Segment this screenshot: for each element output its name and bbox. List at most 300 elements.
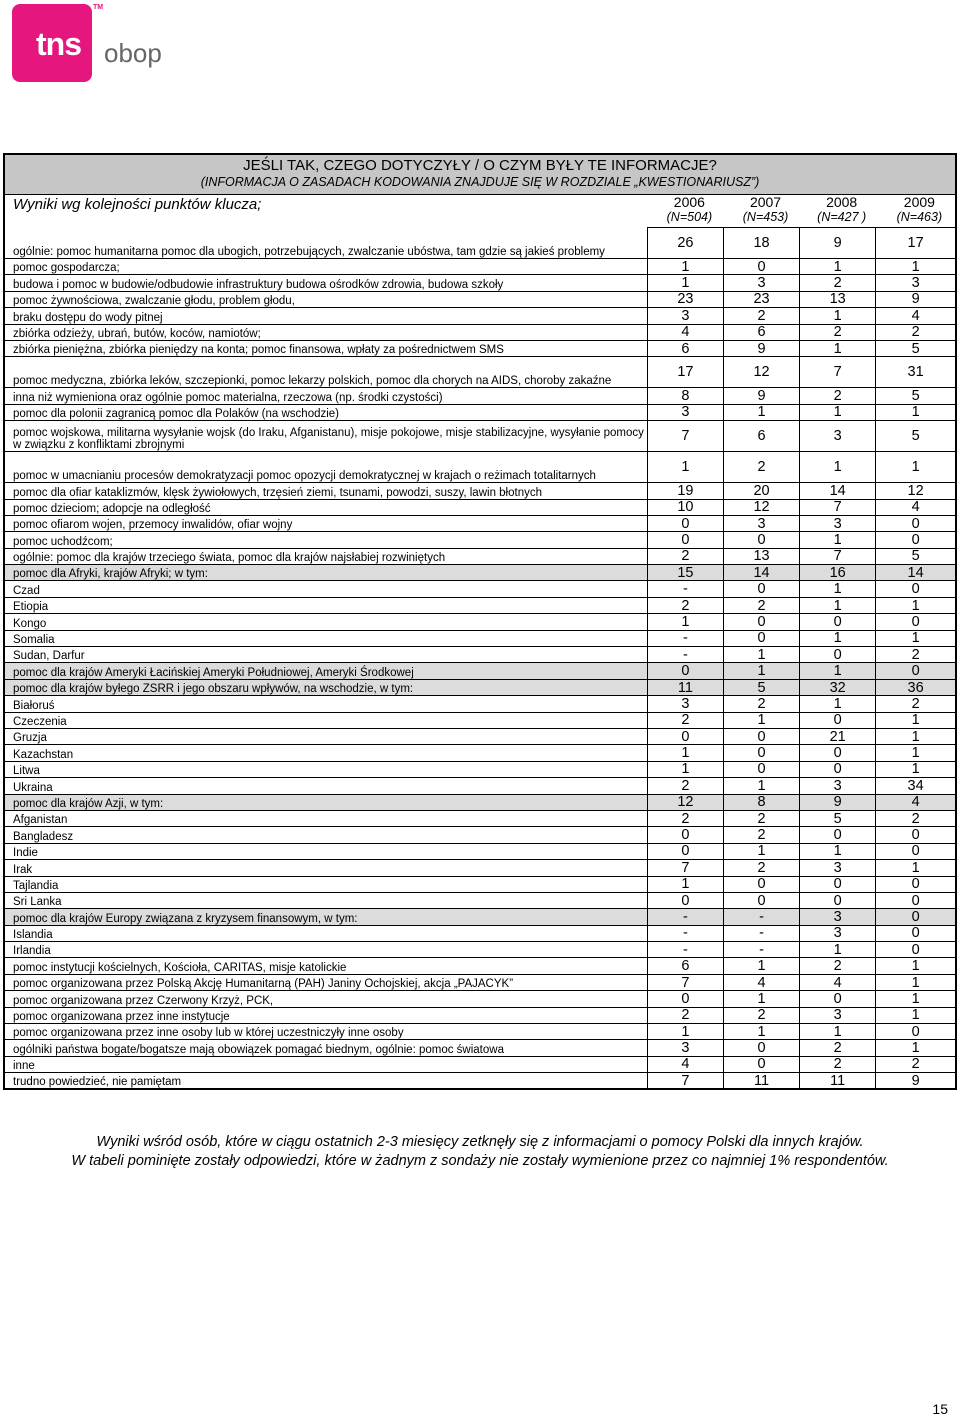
table-row bbox=[4, 663, 956, 679]
cell-value: 23 bbox=[647, 291, 723, 307]
cell-value: 1 bbox=[723, 958, 799, 974]
cell-value: 1 bbox=[800, 843, 876, 859]
table-row bbox=[4, 679, 956, 695]
table-row bbox=[4, 810, 956, 826]
cell-value: 8 bbox=[647, 388, 723, 404]
table-row bbox=[4, 1007, 956, 1023]
cell-value: 4 bbox=[876, 308, 956, 324]
table-row bbox=[4, 483, 956, 499]
cell-value: 0 bbox=[800, 614, 876, 630]
cell-value: 1 bbox=[876, 974, 956, 990]
cell-value: 1 bbox=[647, 275, 723, 291]
cell-value: 9 bbox=[723, 340, 799, 356]
cell-value: 9 bbox=[800, 228, 876, 259]
cell-value: 2 bbox=[723, 308, 799, 324]
cell-value: 0 bbox=[800, 892, 876, 908]
cell-value: 0 bbox=[647, 827, 723, 843]
cell-value: 0 bbox=[800, 761, 876, 777]
table-row bbox=[4, 942, 956, 958]
row-label: Białoruś bbox=[4, 696, 647, 712]
cell-value: 1 bbox=[647, 761, 723, 777]
row-label: pomoc wojskowa, militarna wysyłanie wojsk (do Iraku, Afganistanu), misje pokojowe, misje stabilizacyjne, wysyłanie pomocy w związku z konfliktami zbrojnymi bbox=[4, 421, 647, 452]
cell-value: 2 bbox=[800, 1056, 876, 1072]
col-2009: 2009 (N=463) bbox=[876, 195, 956, 228]
row-label: Litwa bbox=[4, 761, 647, 777]
cell-value: 0 bbox=[800, 876, 876, 892]
table-row bbox=[4, 647, 956, 663]
cell-value: 20 bbox=[723, 483, 799, 499]
row-label: Kazachstan bbox=[4, 745, 647, 761]
cell-value: - bbox=[723, 942, 799, 958]
cell-value: 1 bbox=[723, 712, 799, 728]
cell-value: 18 bbox=[723, 228, 799, 259]
row-label: Islandia bbox=[4, 925, 647, 941]
cell-value: 32 bbox=[800, 679, 876, 695]
cell-value: 0 bbox=[876, 1024, 956, 1040]
row-label: pomoc dla krajów Ameryki Łacińskiej Ameryki Południowej, Ameryki Środkowej bbox=[4, 663, 647, 679]
cell-value: 0 bbox=[876, 663, 956, 679]
cell-value: 5 bbox=[723, 679, 799, 695]
cell-value: 6 bbox=[723, 324, 799, 340]
cell-value: 1 bbox=[876, 452, 956, 483]
row-label: pomoc gospodarcza; bbox=[4, 259, 647, 275]
cell-value: 2 bbox=[800, 388, 876, 404]
cell-value: 13 bbox=[800, 291, 876, 307]
row-label: Irak bbox=[4, 860, 647, 876]
cell-value: 0 bbox=[723, 876, 799, 892]
cell-value: 6 bbox=[647, 340, 723, 356]
row-label: Bangladesz bbox=[4, 827, 647, 843]
cell-value: 5 bbox=[876, 548, 956, 564]
cell-value: 10 bbox=[647, 499, 723, 515]
table-row bbox=[4, 876, 956, 892]
table-row bbox=[4, 991, 956, 1007]
cell-value: 3 bbox=[876, 275, 956, 291]
cell-value: 1 bbox=[876, 745, 956, 761]
row-label: pomoc organizowana przez Polską Akcję Humanitarną (PAH) Janiny Ochojskiej, akcja „PAJACYK” bbox=[4, 974, 647, 990]
cell-value: 31 bbox=[876, 357, 956, 388]
table-row bbox=[4, 548, 956, 564]
table-row bbox=[4, 712, 956, 728]
table-row bbox=[4, 778, 956, 794]
cell-value: - bbox=[647, 581, 723, 597]
cell-value: 2 bbox=[723, 860, 799, 876]
cell-value: 4 bbox=[647, 1056, 723, 1072]
row-label: pomoc organizowana przez inne instytucje bbox=[4, 1007, 647, 1023]
cell-value: 0 bbox=[876, 909, 956, 925]
cell-value: 0 bbox=[647, 892, 723, 908]
cell-value: 1 bbox=[876, 761, 956, 777]
cell-value: 11 bbox=[800, 1073, 876, 1089]
cell-value: 1 bbox=[647, 745, 723, 761]
logo-trademark: TM bbox=[93, 4, 104, 11]
cell-value: 7 bbox=[647, 421, 723, 452]
col-2007: 2007 (N=453) bbox=[723, 195, 799, 228]
cell-value: 5 bbox=[800, 810, 876, 826]
cell-value: 3 bbox=[800, 778, 876, 794]
cell-value: - bbox=[647, 925, 723, 941]
cell-value: 1 bbox=[800, 630, 876, 646]
cell-value: 4 bbox=[647, 324, 723, 340]
row-label: Sudan, Darfur bbox=[4, 647, 647, 663]
table-row bbox=[4, 324, 956, 340]
cell-value: 14 bbox=[723, 565, 799, 581]
cell-value: 2 bbox=[723, 696, 799, 712]
cell-value: 0 bbox=[647, 728, 723, 744]
table-row bbox=[4, 515, 956, 531]
cell-value: 2 bbox=[647, 712, 723, 728]
logo-brand: tns bbox=[36, 26, 81, 62]
table-row bbox=[4, 357, 956, 388]
row-label: pomoc dla krajów Azji, w tym: bbox=[4, 794, 647, 810]
row-label: trudno powiedzieć, nie pamiętam bbox=[4, 1073, 647, 1089]
table-row bbox=[4, 827, 956, 843]
cell-value: 2 bbox=[723, 827, 799, 843]
cell-value: 0 bbox=[800, 827, 876, 843]
column-header-row bbox=[4, 195, 956, 228]
cell-value: 16 bbox=[800, 565, 876, 581]
row-label: pomoc dla krajów byłego ZSRR i jego obszaru wpływów, na wschodzie, w tym: bbox=[4, 679, 647, 695]
cell-value: 4 bbox=[876, 499, 956, 515]
row-label: Sri Lanka bbox=[4, 892, 647, 908]
cell-value: 15 bbox=[647, 565, 723, 581]
table-row bbox=[4, 388, 956, 404]
cell-value: 0 bbox=[647, 532, 723, 548]
row-label: Irlandia bbox=[4, 942, 647, 958]
cell-value: 0 bbox=[876, 843, 956, 859]
cell-value: - bbox=[647, 909, 723, 925]
cell-value: 1 bbox=[647, 1024, 723, 1040]
cell-value: 2 bbox=[800, 958, 876, 974]
row-label: pomoc ofiarom wojen, przemocy inwalidów, ofiar wojny bbox=[4, 515, 647, 531]
cell-value: 17 bbox=[876, 228, 956, 259]
cell-value: 2 bbox=[876, 1056, 956, 1072]
cell-value: 2 bbox=[723, 1007, 799, 1023]
table-row bbox=[4, 499, 956, 515]
cell-value: 0 bbox=[723, 761, 799, 777]
question-title: JEŚLI TAK, CZEGO DOTYCZYŁY / O CZYM BYŁY TE INFORMACJE? bbox=[243, 157, 717, 174]
row-label: Tajlandia bbox=[4, 876, 647, 892]
cell-value: 7 bbox=[800, 357, 876, 388]
cell-value: 2 bbox=[876, 324, 956, 340]
table-row bbox=[4, 1073, 956, 1089]
page-number: 15 bbox=[932, 1401, 948, 1417]
cell-value: 7 bbox=[647, 1073, 723, 1089]
cell-value: 3 bbox=[800, 860, 876, 876]
cell-value: 1 bbox=[800, 340, 876, 356]
cell-value: 1 bbox=[800, 663, 876, 679]
cell-value: 0 bbox=[876, 827, 956, 843]
row-label: pomoc żywnościowa, zwalczanie głodu, problem głodu, bbox=[4, 291, 647, 307]
table-row bbox=[4, 1056, 956, 1072]
cell-value: 1 bbox=[723, 991, 799, 1007]
cell-value: 0 bbox=[800, 745, 876, 761]
row-label: Gruzja bbox=[4, 728, 647, 744]
cell-value: 1 bbox=[876, 991, 956, 1007]
cell-value: 2 bbox=[647, 548, 723, 564]
cell-value: 0 bbox=[876, 942, 956, 958]
cell-value: 2 bbox=[647, 597, 723, 613]
row-label: Indie bbox=[4, 843, 647, 859]
row-label: Czeczenia bbox=[4, 712, 647, 728]
table-row bbox=[4, 974, 956, 990]
row-label: zbiórka pieniężna, zbiórka pieniędzy na konta; pomoc finansowa, wpłaty za pośrednictwem SMS bbox=[4, 340, 647, 356]
cell-value: 23 bbox=[723, 291, 799, 307]
coding-note: (INFORMACJA O ZASADACH KODOWANIA ZNAJDUJE SIĘ W ROZDZIALE „KWESTIONARIUSZ”) bbox=[200, 175, 760, 189]
cell-value: 2 bbox=[800, 275, 876, 291]
row-label: Afganistan bbox=[4, 810, 647, 826]
col-2006: 2006 (N=504) bbox=[647, 195, 723, 228]
cell-value: - bbox=[647, 647, 723, 663]
cell-value: 0 bbox=[876, 581, 956, 597]
row-label: ogólniki państwa bogate/bogatsze mają obowiązek pomagać biednym, ogólnie: pomoc światowa bbox=[4, 1040, 647, 1056]
cell-value: 2 bbox=[876, 810, 956, 826]
cell-value: 9 bbox=[723, 388, 799, 404]
cell-value: 12 bbox=[876, 483, 956, 499]
cell-value: 1 bbox=[800, 1024, 876, 1040]
cell-value: 0 bbox=[800, 712, 876, 728]
row-label: pomoc dla krajów Europy związana z kryzysem finansowym, w tym: bbox=[4, 909, 647, 925]
cell-value: 0 bbox=[723, 581, 799, 597]
cell-value: 6 bbox=[647, 958, 723, 974]
cell-value: 0 bbox=[647, 843, 723, 859]
table-row bbox=[4, 308, 956, 324]
cell-value: 3 bbox=[800, 515, 876, 531]
results-table-wrapper bbox=[3, 153, 957, 1090]
cell-value: 1 bbox=[723, 663, 799, 679]
row-label: Kongo bbox=[4, 614, 647, 630]
cell-value: - bbox=[647, 630, 723, 646]
table-row bbox=[4, 860, 956, 876]
cell-value: 26 bbox=[647, 228, 723, 259]
cell-value: 1 bbox=[800, 597, 876, 613]
cell-value: 0 bbox=[723, 532, 799, 548]
cell-value: 0 bbox=[876, 892, 956, 908]
cell-value: 8 bbox=[723, 794, 799, 810]
cell-value: 0 bbox=[876, 614, 956, 630]
cell-value: 2 bbox=[876, 647, 956, 663]
cell-value: 1 bbox=[876, 259, 956, 275]
cell-value: 0 bbox=[723, 259, 799, 275]
cell-value: 1 bbox=[800, 942, 876, 958]
cell-value: 1 bbox=[876, 712, 956, 728]
logo-sub: obop bbox=[104, 38, 162, 68]
table-row bbox=[4, 843, 956, 859]
table-row bbox=[4, 1024, 956, 1040]
table-row bbox=[4, 259, 956, 275]
cell-value: 1 bbox=[800, 404, 876, 420]
cell-value: 0 bbox=[876, 532, 956, 548]
table-row bbox=[4, 228, 956, 259]
cell-value: 5 bbox=[876, 388, 956, 404]
cell-value: 3 bbox=[723, 275, 799, 291]
cell-value: 1 bbox=[723, 1024, 799, 1040]
cell-value: 1 bbox=[647, 614, 723, 630]
cell-value: 3 bbox=[723, 515, 799, 531]
footnote-2: W tabeli pominięte zostały odpowiedzi, które w żadnym z sondaży nie zostały wymienione przez co najmniej 1% respondentów. bbox=[71, 1153, 889, 1169]
cell-value: 3 bbox=[800, 925, 876, 941]
cell-value: 1 bbox=[800, 532, 876, 548]
cell-value: 0 bbox=[723, 614, 799, 630]
cell-value: 1 bbox=[647, 452, 723, 483]
cell-value: 1 bbox=[876, 1040, 956, 1056]
row-label: pomoc dla ofiar kataklizmów, klęsk żywiołowych, trzęsień ziemi, tsunami, powodzi, suszy, lawin błotnych bbox=[4, 483, 647, 499]
cell-value: 0 bbox=[647, 663, 723, 679]
cell-value: 4 bbox=[723, 974, 799, 990]
cell-value: 21 bbox=[800, 728, 876, 744]
cell-value: 0 bbox=[800, 647, 876, 663]
cell-value: 2 bbox=[723, 810, 799, 826]
cell-value: 3 bbox=[647, 1040, 723, 1056]
cell-value: 3 bbox=[647, 404, 723, 420]
cell-value: 0 bbox=[876, 925, 956, 941]
cell-value: 1 bbox=[800, 452, 876, 483]
cell-value: 2 bbox=[723, 597, 799, 613]
table-row bbox=[4, 275, 956, 291]
tns-obop-logo bbox=[12, 4, 162, 82]
cell-value: 9 bbox=[876, 1073, 956, 1089]
table-row bbox=[4, 1040, 956, 1056]
row-label: pomoc dzieciom; adopcje na odległość bbox=[4, 499, 647, 515]
row-label: pomoc w umacnianiu procesów demokratyzacji pomoc opozycji demokratycznej w krajach o reżimach totalitarnych bbox=[4, 452, 647, 483]
table-row bbox=[4, 404, 956, 420]
cell-value: 7 bbox=[800, 499, 876, 515]
row-label: Ukraina bbox=[4, 778, 647, 794]
cell-value: 12 bbox=[647, 794, 723, 810]
cell-value: 1 bbox=[723, 647, 799, 663]
table-row bbox=[4, 728, 956, 744]
cell-value: 12 bbox=[723, 357, 799, 388]
col-2008: 2008 (N=427 ) bbox=[800, 195, 876, 228]
row-label: pomoc dla Afryki, krajów Afryki; w tym: bbox=[4, 565, 647, 581]
cell-value: 1 bbox=[800, 259, 876, 275]
cell-value: 2 bbox=[876, 696, 956, 712]
results-table bbox=[3, 153, 957, 1090]
cell-value: 3 bbox=[800, 421, 876, 452]
key-label: Wyniki wg kolejności punktów klucza; bbox=[13, 196, 262, 213]
cell-value: 1 bbox=[800, 696, 876, 712]
cell-value: 0 bbox=[876, 515, 956, 531]
table-row bbox=[4, 958, 956, 974]
table-row bbox=[4, 532, 956, 548]
row-label: inna niż wymieniona oraz ogólnie pomoc materialna, rzeczowa (np. środki czystości) bbox=[4, 388, 647, 404]
table-row bbox=[4, 925, 956, 941]
cell-value: 0 bbox=[647, 991, 723, 1007]
cell-value: 1 bbox=[647, 259, 723, 275]
cell-value: 1 bbox=[876, 404, 956, 420]
table-row bbox=[4, 291, 956, 307]
table-row bbox=[4, 597, 956, 613]
cell-value: 1 bbox=[800, 581, 876, 597]
row-label: ogólnie: pomoc dla krajów trzeciego świata, pomoc dla krajów najsłabiej rozwiniętych bbox=[4, 548, 647, 564]
cell-value: 1 bbox=[800, 308, 876, 324]
table-header bbox=[4, 154, 956, 195]
cell-value: 9 bbox=[876, 291, 956, 307]
cell-value: 0 bbox=[723, 892, 799, 908]
cell-value: 6 bbox=[723, 421, 799, 452]
cell-value: 0 bbox=[723, 1056, 799, 1072]
table-row bbox=[4, 761, 956, 777]
cell-value: 11 bbox=[647, 679, 723, 695]
row-label: Somalia bbox=[4, 630, 647, 646]
row-label: budowa i pomoc w budowie/odbudowie infrastruktury budowa ośrodków zdrowia, budowa szkoły bbox=[4, 275, 647, 291]
table-row bbox=[4, 581, 956, 597]
footnote-1: Wyniki wśród osób, które w ciągu ostatnich 2-3 miesięcy zetknęły się z informacjami o pomocy Polski dla innych krajów. bbox=[96, 1134, 864, 1150]
cell-value: 11 bbox=[723, 1073, 799, 1089]
cell-value: 0 bbox=[876, 876, 956, 892]
table-row bbox=[4, 340, 956, 356]
cell-value: 1 bbox=[876, 728, 956, 744]
table-row bbox=[4, 892, 956, 908]
cell-value: 36 bbox=[876, 679, 956, 695]
cell-value: 3 bbox=[800, 1007, 876, 1023]
table-row bbox=[4, 794, 956, 810]
table-row bbox=[4, 421, 956, 452]
cell-value: - bbox=[723, 925, 799, 941]
cell-value: 0 bbox=[647, 515, 723, 531]
row-label: ogólnie: pomoc humanitarna pomoc dla ubogich, potrzebujących, zwalczanie ubóstwa, tam gdzie są jakieś problemy bbox=[4, 228, 647, 259]
cell-value: 1 bbox=[723, 778, 799, 794]
cell-value: 1 bbox=[647, 876, 723, 892]
cell-value: 9 bbox=[800, 794, 876, 810]
cell-value: 34 bbox=[876, 778, 956, 794]
row-label: pomoc dla polonii zagranicą pomoc dla Polaków (na wschodzie) bbox=[4, 404, 647, 420]
cell-value: 19 bbox=[647, 483, 723, 499]
cell-value: 1 bbox=[876, 630, 956, 646]
cell-value: 2 bbox=[647, 778, 723, 794]
row-label: zbiórka odzieży, ubrań, butów, koców, namiotów; bbox=[4, 324, 647, 340]
cell-value: 7 bbox=[800, 548, 876, 564]
row-label: Czad bbox=[4, 581, 647, 597]
cell-value: 0 bbox=[800, 991, 876, 1007]
cell-value: - bbox=[723, 909, 799, 925]
table-row bbox=[4, 452, 956, 483]
cell-value: - bbox=[647, 942, 723, 958]
row-label: Etiopia bbox=[4, 597, 647, 613]
table-row bbox=[4, 696, 956, 712]
cell-value: 12 bbox=[723, 499, 799, 515]
row-label: inne bbox=[4, 1056, 647, 1072]
cell-value: 1 bbox=[876, 958, 956, 974]
cell-value: 2 bbox=[723, 452, 799, 483]
cell-value: 2 bbox=[647, 1007, 723, 1023]
table-row bbox=[4, 745, 956, 761]
cell-value: 1 bbox=[876, 860, 956, 876]
row-label: braku dostępu do wody pitnej bbox=[4, 308, 647, 324]
cell-value: 3 bbox=[800, 909, 876, 925]
row-label: pomoc uchodźcom; bbox=[4, 532, 647, 548]
cell-value: 1 bbox=[723, 404, 799, 420]
cell-value: 5 bbox=[876, 340, 956, 356]
table-row bbox=[4, 614, 956, 630]
cell-value: 1 bbox=[876, 597, 956, 613]
cell-value: 5 bbox=[876, 421, 956, 452]
table-row bbox=[4, 909, 956, 925]
row-label: pomoc organizowana przez Czerwony Krzyż, PCK, bbox=[4, 991, 647, 1007]
row-label: pomoc medyczna, zbiórka leków, szczepionki, pomoc lekarzy polskich, pomoc dla chorych na AIDS, choroby zakaźne bbox=[4, 357, 647, 388]
row-label: pomoc instytucji kościelnych, Kościoła, CARITAS, misje katolickie bbox=[4, 958, 647, 974]
cell-value: 4 bbox=[876, 794, 956, 810]
cell-value: 1 bbox=[876, 1007, 956, 1023]
table-row bbox=[4, 565, 956, 581]
cell-value: 0 bbox=[723, 728, 799, 744]
cell-value: 0 bbox=[723, 1040, 799, 1056]
cell-value: 0 bbox=[723, 745, 799, 761]
cell-value: 2 bbox=[647, 810, 723, 826]
table-row bbox=[4, 630, 956, 646]
row-label: pomoc organizowana przez inne osoby lub w której uczestniczyły inne osoby bbox=[4, 1024, 647, 1040]
cell-value: 14 bbox=[800, 483, 876, 499]
